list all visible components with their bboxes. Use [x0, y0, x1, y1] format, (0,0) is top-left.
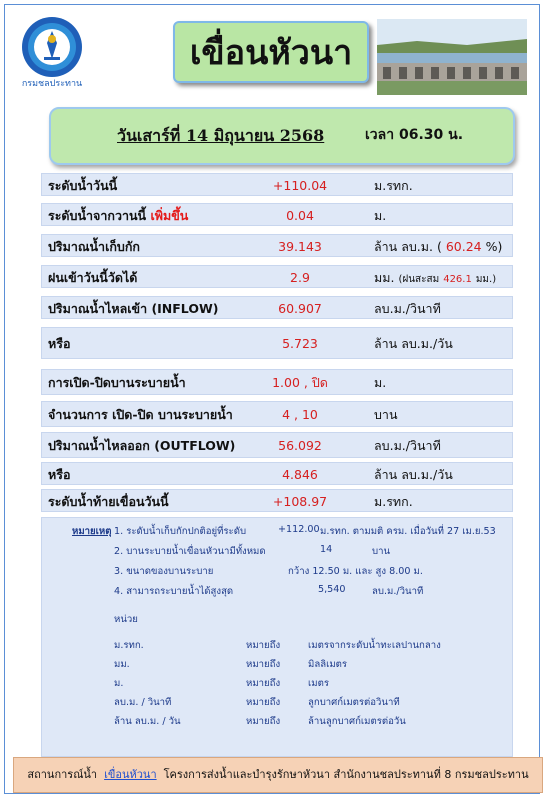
rain-accumulated: 426.1 — [443, 274, 472, 285]
row-unit: ลบ.ม./วินาที — [374, 301, 441, 316]
row-label-text: ระดับน้ำจากวานนี้ — [48, 208, 147, 223]
row-inflow-daily — [41, 327, 513, 359]
notes-heading: หมายเหตุ — [72, 526, 112, 537]
report-time: เวลา 06.30 น. — [365, 127, 464, 143]
row-unit — [374, 266, 496, 291]
unit-abbr: ล้าน ลบ.ม. / วัน — [114, 716, 181, 727]
unit-abbr: ม.รทก. — [114, 640, 144, 651]
unit-full: ล้านลูกบาศก์เมตรต่อวัน — [308, 716, 406, 727]
row-gate-count — [41, 401, 513, 427]
row-value: +110.04 — [272, 178, 328, 193]
note-unit: ม.รทก. ตามมติ ครม. เมื่อวันที่ 27 เม.ย.53 — [320, 526, 496, 537]
row-label: ปริมาณน้ำเก็บกัก — [48, 239, 140, 254]
row-label: หรือ — [48, 336, 71, 351]
unit-abbr: มม. — [114, 659, 130, 670]
rid-logo-icon — [17, 13, 87, 89]
row-water-level — [41, 173, 513, 196]
unit-means: หมายถึง — [246, 640, 281, 651]
page-title: เขื่อนหัวนา — [189, 33, 353, 73]
row-value: 0.04 — [286, 208, 314, 223]
level-change-direction: เพิ่มขึ้น — [150, 208, 189, 223]
row-value: 39.143 — [278, 239, 322, 254]
dam-photo — [377, 19, 527, 95]
row-unit: บาน — [374, 407, 398, 422]
row-outflow — [41, 432, 513, 458]
note-value: กว้าง 12.50 ม. และ สูง 8.00 ม. — [288, 566, 423, 577]
row-gate-opening — [41, 369, 513, 395]
row-level-change — [41, 203, 513, 226]
title-box — [173, 21, 369, 83]
unit-text: ล้าน ลบ.ม. ( — [374, 239, 442, 254]
unit-full: มิลลิเมตร — [308, 659, 348, 670]
row-label: ระดับน้ำท้ายเขื่อนวันนี้ — [48, 494, 169, 509]
row-label: ปริมาณน้ำไหลเข้า (INFLOW) — [48, 301, 219, 316]
row-label: หรือ — [48, 467, 71, 482]
report-page — [4, 4, 540, 794]
row-unit: ล้าน ลบ.ม./วัน — [374, 336, 453, 351]
unit-full: เมตรจากระดับน้ำทะเลปานกลาง — [308, 640, 441, 651]
row-label: การเปิด-ปิดบานระบายน้ำ — [48, 375, 186, 390]
row-outflow-daily — [41, 462, 513, 485]
row-value: 5.723 — [282, 336, 318, 351]
row-value: 56.092 — [278, 438, 322, 453]
row-value: +108.97 — [272, 494, 328, 509]
row-value: 60.907 — [278, 301, 322, 316]
row-unit — [374, 235, 502, 258]
unit-full: ลูกบาศก์เมตรต่อวินาที — [308, 697, 400, 708]
units-heading: หน่วย — [114, 614, 138, 625]
storage-percent: 60.24 — [445, 239, 482, 254]
unit-means: หมายถึง — [246, 678, 281, 689]
note-item: 4. สามารถระบายน้ำได้สูงสุด — [114, 586, 234, 597]
row-label: ระดับน้ำวันนี้ — [48, 178, 118, 193]
report-date: วันเสาร์ที่ 14 มิถุนายน 2568 — [117, 126, 325, 145]
unit-extra: (ฝนสะสม — [398, 274, 440, 285]
unit-abbr: ลบ.ม. / วินาที — [114, 697, 172, 708]
logo-text: กรมชลประทาน — [21, 79, 83, 89]
row-label — [48, 204, 188, 227]
unit-suffix: มม.) — [475, 274, 497, 285]
note-value: +112.00 — [278, 524, 320, 535]
row-unit: ม. — [374, 208, 387, 223]
row-value: 2.9 — [290, 270, 310, 285]
footer-bar — [13, 757, 543, 793]
row-rainfall — [41, 265, 513, 288]
unit-full: เมตร — [308, 678, 329, 689]
row-unit: ม.รทก. — [374, 494, 413, 509]
unit-abbr: ม. — [114, 678, 124, 689]
row-inflow — [41, 296, 513, 319]
notes-panel — [41, 517, 513, 757]
note-unit: บาน — [372, 546, 391, 557]
row-value: 1.00 , ปิด — [272, 375, 328, 390]
unit-means: หมายถึง — [246, 659, 281, 670]
row-unit: ล้าน ลบ.ม./วัน — [374, 467, 453, 482]
row-unit: ลบ.ม./วินาที — [374, 438, 441, 453]
row-tailwater-level — [41, 489, 513, 512]
footer-prefix: สถานการณ์น้ำ — [27, 768, 98, 781]
row-value: 4.846 — [282, 467, 318, 482]
note-item: 1. ระดับน้ำเก็บกักปกติอยู่ที่ระดับ — [114, 526, 247, 537]
footer-dam-link[interactable]: เขื่อนหัวนา — [104, 768, 157, 781]
row-label: ปริมาณน้ำไหลออก (OUTFLOW) — [48, 438, 236, 453]
note-value: 14 — [320, 544, 333, 555]
note-unit: ลบ.ม./วินาที — [372, 586, 424, 597]
unit-text: มม. — [374, 270, 395, 285]
unit-suffix: %) — [485, 239, 503, 254]
row-storage — [41, 234, 513, 257]
unit-means: หมายถึง — [246, 716, 281, 727]
row-label: จำนวนการ เปิด-ปิด บานระบายน้ำ — [48, 407, 233, 422]
row-unit: ม.รทก. — [374, 178, 413, 193]
unit-means: หมายถึง — [246, 697, 281, 708]
row-label: ฝนเข้าวันนี้วัดได้ — [48, 270, 138, 285]
footer-suffix: โครงการส่งน้ำและบำรุงรักษาหัวนา สำนักงานชลประทานที่ 8 กรมชลประทาน — [163, 768, 529, 781]
note-value: 5,540 — [318, 584, 346, 595]
row-value: 4 , 10 — [282, 407, 318, 422]
date-box — [49, 107, 515, 165]
row-unit: ม. — [374, 375, 387, 390]
note-item: 2. บานระบายน้ำเขื่อนหัวนามีทั้งหมด — [114, 546, 266, 557]
note-item: 3. ขนาดของบานระบาย — [114, 566, 214, 577]
